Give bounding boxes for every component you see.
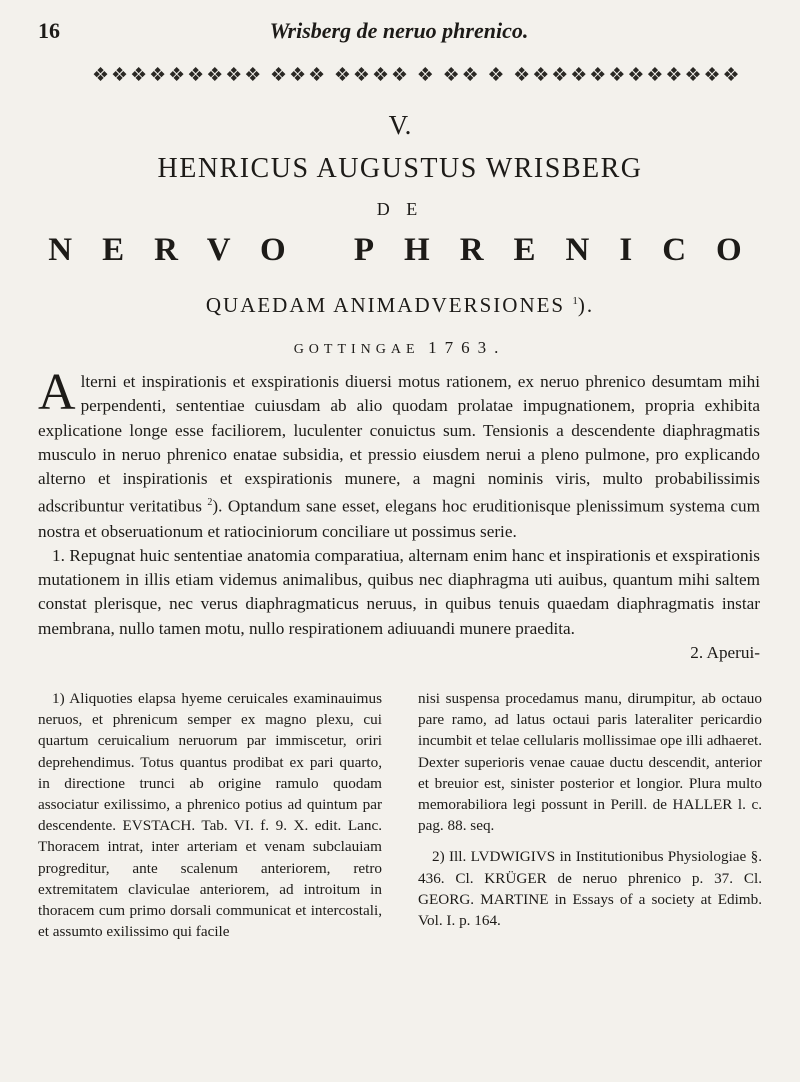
paragraph-1: 1. Repugnat huic sententiae anatomia comparatiua, alternam enim hanc et inspirationis et exspirationis mutationem in illis etiam videmus animalibus, quibus nec diaphragma uti auibus, quantum mihi saltem constat plerisque, nec verus diaphragmaticus neruus, in quibus tenuis quaedam diaphragmatis instar membrana, nullo tamen motu, nullo respirationem adiuuandi munere praedita.	[38, 545, 760, 638]
subtitle-text: QUAEDAM ANIMADVERSIONES	[205, 293, 566, 317]
article-numeral: V.	[388, 110, 412, 140]
imprint-city: GOTTINGAE	[293, 342, 420, 357]
article-subtitle: QUAEDAM ANIMADVERSIONES $^1$).	[205, 293, 595, 317]
author-name: HENRICUS AUGUSTUS WRISBERG	[157, 153, 643, 184]
title-preposition: D E	[376, 199, 424, 219]
drop-cap: A	[38, 364, 76, 421]
body-text	[38, 364, 761, 665]
footnote-1-continued: nisi suspensa procedamus manu, dirumpitur, ab octauo pare ramo, ad latus octaui paris lateraliter pericardio incumbit et telae cellularis mollissimae ope illi adhaeret. Dexter superioris venae cauae ductu descendit, anterior et breuior est, sinister posterior et longior. Plura multo memorabiliora legi possunt in Perill. de HALLER l. c. pag. 88. seq.	[418, 690, 762, 835]
footnote-ref-2[interactable]: 2	[207, 497, 213, 509]
page-number: 16	[38, 18, 60, 43]
article-subject: NERVO PHRENICO	[48, 232, 772, 268]
subtitle-footnote-ref[interactable]: 1	[572, 295, 578, 307]
running-head	[38, 18, 760, 48]
paragraph-intro-text: lterni et inspirationis et exspirationis diuersi motus rationem, ex neruo phrenico desumtam mihi perpendenti, sententiae cuiusdam ab alio quodam prolatae impugnationem, propria exhibita explicatione longe esse faciliorem, luculenter conuictus sum. Tensionis a descendente diaphragmatis musculo in neruo phrenico enatae subsidia, et pressio eiusdem nerui a pleno pulmone, pro explicando alterno et inspirationis et exspirationis munere, a magni nominis viris, multo probabilissimis adscribuntur veritatibus	[38, 372, 760, 517]
decorative-ornament-band: ❖❖❖❖❖❖❖❖❖ ❖❖❖ ❖❖❖❖ ❖ ❖❖ ❖ ❖❖❖❖❖❖❖❖❖❖❖❖	[92, 65, 742, 86]
footnote-1: 1) Aliquoties elapsa hyeme ceruicales examinauimus neruos, et phrenicum semper ex magno plexu, cui quartum ceruicalium neruorum par immiscetur, oriri deprehendimus. Totus quantus prodibat ex pari quarto, in directione trunci ab origine ramulo quodam associatur exilissimo, a phrenico potius ad quintum par descendente. EVSTACH. Tab. VI. f. 9. X. edit. Lanc. Thoracem intrat, inter arteriam et venam subclauiam progreditur, ante scalenum anteriorem, retro extremitatem claviculae anteriorem, ad introitum in thoracem cum primo dorsali communicat et intercostali, et assumto exilissimo qui facile	[38, 690, 382, 941]
footnote-column-left	[38, 688, 382, 952]
running-title: Wrisberg de neruo phrenico.	[269, 18, 529, 43]
paragraph-intro: Alterni et inspirationis et exspirationis diuersi motus rationem, ex neruo phrenico desumtam mihi perpendenti, sententiae cuiusdam ab alio quodam prolatae impugnationem, propria exhibita explicatione longe esse faciliorem, luculenter conuictus sum. Tensionis a descendente diaphragmatis musculo in neruo phrenico enatae subsidia, et pressio eiusdem nerui a pleno pulmone, pro explicando alterno et inspirationis et exspirationis munere, a magni nominis viris, multo probabilissimis adscribuntur veritatibus $^2$). Optandum sane esset, elegans hoc eruditionisque plenissimum systema cum nostra et obseruationum et ratiociniorum conciliare ut possimus serie.	[38, 364, 761, 541]
paragraph-intro-end: . Optandum sane esset, elegans hoc eruditionisque plenissimum systema cum nostra et obseruationum et ratiociniorum conciliare ut possimus serie.	[38, 497, 761, 541]
footnote-2: 2) Ill. LVDWIGIVS in Institutionibus Physiologiae §. 436. Cl. KRÜGER de neruo phrenico p. 37. Cl. GEORG. MARTINE in Essays of a society at Edimb. Vol. I. p. 164.	[418, 848, 762, 930]
catchword: 2. Aperui-	[690, 643, 760, 662]
imprint-place	[0, 338, 800, 358]
footnote-column-right	[418, 688, 762, 941]
imprint-year: 1763.	[428, 338, 507, 357]
